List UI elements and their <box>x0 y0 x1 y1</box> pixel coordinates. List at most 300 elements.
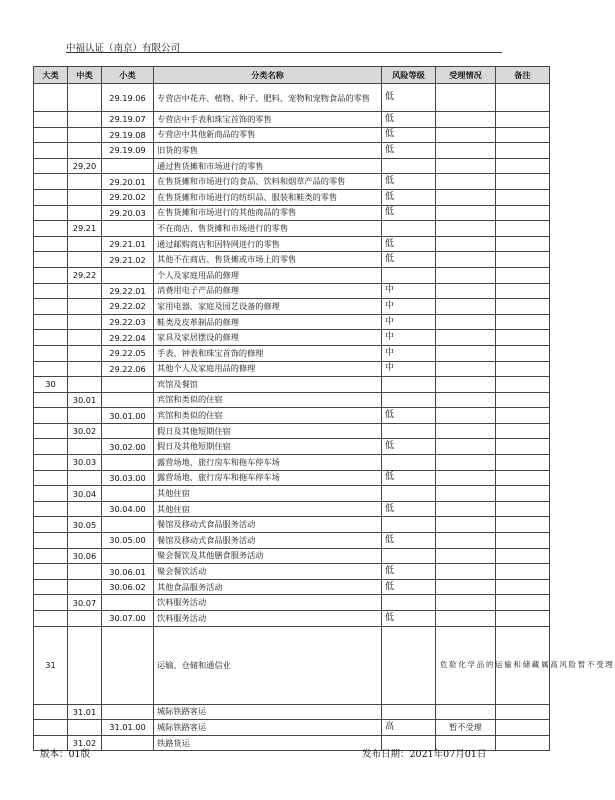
cell-name: 饮料服务活动 <box>154 611 382 627</box>
cell-minor: 30.06.01 <box>102 564 154 580</box>
cell-major <box>34 112 68 128</box>
cell-major <box>34 283 68 299</box>
cell-name: 露营场地、旅行房车和拖车停车场 <box>154 455 382 471</box>
cell-remarks <box>496 486 550 502</box>
cell-minor: 30.02.00 <box>102 439 154 455</box>
table-row <box>34 189 550 205</box>
cell-name: 消费用电子产品的修理 <box>154 283 382 299</box>
cell-acceptance <box>436 439 496 455</box>
cell-minor: 29.19.08 <box>102 127 154 143</box>
cell-remarks <box>496 236 550 252</box>
cell-mid <box>68 236 102 252</box>
cell-remarks <box>496 345 550 361</box>
header-major: 大类 <box>34 67 68 84</box>
cell-remarks <box>496 392 550 408</box>
cell-minor: 30.03.00 <box>102 470 154 486</box>
cell-acceptance <box>436 470 496 486</box>
cell-mid <box>68 143 102 159</box>
table-row <box>34 330 550 346</box>
cell-minor <box>102 267 154 283</box>
cell-name: 其他个人及家庭用品的修理 <box>154 361 382 377</box>
cell-minor: 29.22.05 <box>102 345 154 361</box>
cell-mid: 29.20 <box>68 158 102 174</box>
cell-remarks <box>496 143 550 159</box>
cell-major <box>34 501 68 517</box>
cell-remarks <box>496 455 550 471</box>
cell-risk: 中 <box>382 283 436 299</box>
cell-risk: 低 <box>382 236 436 252</box>
cell-mid <box>68 408 102 424</box>
header-rule <box>66 52 502 53</box>
cell-acceptance <box>436 299 496 315</box>
cell-risk <box>382 267 436 283</box>
cell-remarks <box>496 548 550 564</box>
cell-mid <box>68 112 102 128</box>
cell-acceptance <box>436 533 496 549</box>
cell-major <box>34 439 68 455</box>
cell-risk: 低 <box>382 174 436 190</box>
cell-minor: 29.20.02 <box>102 189 154 205</box>
cell-major <box>34 221 68 237</box>
table-row <box>34 720 550 736</box>
cell-minor: 29.21.02 <box>102 252 154 268</box>
table-row <box>34 283 550 299</box>
cell-mid <box>68 720 102 736</box>
cell-acceptance <box>436 486 496 502</box>
cell-risk <box>382 626 436 704</box>
cell-acceptance: 危险化学品的运输和储藏属高风险暂不受理 <box>436 626 496 704</box>
cell-risk: 低 <box>382 84 436 112</box>
cell-name: 宾馆及餐馆 <box>154 377 382 393</box>
cell-minor <box>102 377 154 393</box>
cell-major <box>34 470 68 486</box>
cell-major <box>34 299 68 315</box>
cell-name: 家用电器、家庭及园艺设备的修理 <box>154 299 382 315</box>
cell-major <box>34 205 68 221</box>
cell-major <box>34 174 68 190</box>
cell-remarks <box>496 439 550 455</box>
cell-mid <box>68 189 102 205</box>
cell-minor: 29.21.01 <box>102 236 154 252</box>
cell-mid <box>68 252 102 268</box>
cell-mid <box>68 611 102 627</box>
cell-remarks <box>496 408 550 424</box>
cell-name: 通过售货摊和市场进行的零售 <box>154 158 382 174</box>
table-row <box>34 501 550 517</box>
cell-acceptance <box>436 345 496 361</box>
cell-major <box>34 704 68 720</box>
cell-remarks <box>496 377 550 393</box>
cell-remarks <box>496 158 550 174</box>
cell-major <box>34 84 68 112</box>
table-row <box>34 205 550 221</box>
table-row <box>34 314 550 330</box>
cell-remarks <box>496 205 550 221</box>
cell-acceptance: 暂不受理 <box>436 720 496 736</box>
cell-mid <box>68 127 102 143</box>
table-row <box>34 439 550 455</box>
table-row <box>34 423 550 439</box>
cell-acceptance <box>436 611 496 627</box>
cell-major <box>34 533 68 549</box>
cell-mid: 30.01 <box>68 392 102 408</box>
cell-major <box>34 408 68 424</box>
cell-mid: 30.04 <box>68 486 102 502</box>
table-row <box>34 158 550 174</box>
table-row <box>34 517 550 533</box>
table-row <box>34 486 550 502</box>
table-row <box>34 174 550 190</box>
cell-risk: 中 <box>382 361 436 377</box>
cell-minor: 29.19.09 <box>102 143 154 159</box>
cell-mid: 31.01 <box>68 704 102 720</box>
cell-risk: 低 <box>382 501 436 517</box>
table-row <box>34 392 550 408</box>
table-row <box>34 221 550 237</box>
cell-major <box>34 158 68 174</box>
cell-acceptance <box>436 174 496 190</box>
cell-risk: 中 <box>382 345 436 361</box>
header-remarks: 备注 <box>496 67 550 84</box>
table-row <box>34 611 550 627</box>
cell-acceptance <box>436 221 496 237</box>
cell-minor: 29.19.07 <box>102 112 154 128</box>
table-row <box>34 408 550 424</box>
cell-name: 手表、钟表和珠宝首饰的修理 <box>154 345 382 361</box>
cell-acceptance <box>436 112 496 128</box>
cell-risk: 低 <box>382 579 436 595</box>
cell-acceptance <box>436 501 496 517</box>
cell-remarks <box>496 470 550 486</box>
publish-date: 发布日期：2021年07月01日 <box>362 749 487 760</box>
cell-mid <box>68 345 102 361</box>
cell-mid <box>68 361 102 377</box>
cell-remarks <box>496 735 550 751</box>
cell-name: 餐馆及移动式食品服务活动 <box>154 517 382 533</box>
cell-acceptance <box>436 236 496 252</box>
cell-major <box>34 455 68 471</box>
cell-acceptance <box>436 267 496 283</box>
cell-major <box>34 720 68 736</box>
table-header-row <box>34 67 550 84</box>
cell-risk <box>382 548 436 564</box>
cell-major <box>34 127 68 143</box>
table-row <box>34 704 550 720</box>
cell-minor: 29.19.06 <box>102 84 154 112</box>
cell-major <box>34 267 68 283</box>
cell-major <box>34 143 68 159</box>
cell-minor <box>102 735 154 751</box>
cell-name: 聚会餐饮活动 <box>154 564 382 580</box>
cell-remarks <box>496 533 550 549</box>
cell-name: 其他食品服务活动 <box>154 579 382 595</box>
cell-risk: 低 <box>382 564 436 580</box>
cell-name: 饮料服务活动 <box>154 595 382 611</box>
cell-risk: 低 <box>382 533 436 549</box>
cell-minor <box>102 158 154 174</box>
cell-risk: 高 <box>382 720 436 736</box>
cell-minor: 30.05.00 <box>102 533 154 549</box>
cell-name: 其他住宿 <box>154 486 382 502</box>
cell-remarks <box>496 423 550 439</box>
cell-name: 在售货摊和市场进行的纺织品、服装和鞋类的零售 <box>154 189 382 205</box>
cell-major <box>34 517 68 533</box>
cell-name: 不在商店、售货摊和市场进行的零售 <box>154 221 382 237</box>
cell-mid: 31.02 <box>68 735 102 751</box>
cell-major <box>34 189 68 205</box>
cell-remarks <box>496 299 550 315</box>
cell-minor <box>102 548 154 564</box>
cell-acceptance <box>436 704 496 720</box>
table-row <box>34 236 550 252</box>
cell-major <box>34 579 68 595</box>
cell-remarks <box>496 189 550 205</box>
cell-minor <box>102 392 154 408</box>
cell-name: 其他不在商店、售货摊或市场上的零售 <box>154 252 382 268</box>
cell-acceptance <box>436 361 496 377</box>
table-row <box>34 299 550 315</box>
cell-remarks <box>496 330 550 346</box>
cell-acceptance <box>436 314 496 330</box>
header-mid: 中类 <box>68 67 102 84</box>
cell-remarks <box>496 611 550 627</box>
cell-remarks <box>496 595 550 611</box>
cell-name: 专营店中其他新商品的零售 <box>154 127 382 143</box>
header-minor: 小类 <box>102 67 154 84</box>
version-label: 版本：01版 <box>40 749 91 760</box>
cell-major <box>34 252 68 268</box>
cell-remarks <box>496 579 550 595</box>
cell-risk: 中 <box>382 314 436 330</box>
cell-acceptance <box>436 84 496 112</box>
cell-remarks <box>496 84 550 112</box>
cell-acceptance <box>436 455 496 471</box>
cell-major <box>34 423 68 439</box>
table-row <box>34 267 550 283</box>
header-name: 分类名称 <box>154 67 382 84</box>
cell-mid: 29.22 <box>68 267 102 283</box>
cell-major <box>34 548 68 564</box>
cell-major <box>34 595 68 611</box>
cell-name: 专营店中花卉、植物、种子、肥料、宠物和宠物食品的零售 <box>154 84 382 112</box>
cell-name: 宾馆和类似的住宿 <box>154 408 382 424</box>
cell-risk: 中 <box>382 330 436 346</box>
cell-minor: 29.22.06 <box>102 361 154 377</box>
cell-acceptance <box>436 127 496 143</box>
cell-remarks <box>496 174 550 190</box>
cell-name: 在售货摊和市场进行的食品、饮料和烟草产品的零售 <box>154 174 382 190</box>
cell-risk <box>382 595 436 611</box>
cell-acceptance <box>436 595 496 611</box>
cell-risk <box>382 392 436 408</box>
cell-name: 在售货摊和市场进行的其他商品的零售 <box>154 205 382 221</box>
cell-minor: 30.07.00 <box>102 611 154 627</box>
header-acceptance: 受理情况 <box>436 67 496 84</box>
cell-remarks <box>496 314 550 330</box>
table-row <box>34 112 550 128</box>
cell-major <box>34 361 68 377</box>
company-header: 中福认证（南京）有限公司 <box>66 43 181 54</box>
cell-remarks <box>496 252 550 268</box>
cell-mid <box>68 626 102 704</box>
cell-mid <box>68 283 102 299</box>
cell-minor: 31.01.00 <box>102 720 154 736</box>
cell-acceptance <box>436 423 496 439</box>
table-row <box>34 143 550 159</box>
cell-name: 露营场地、旅行房车和拖车停车场 <box>154 470 382 486</box>
cell-minor <box>102 486 154 502</box>
cell-mid <box>68 205 102 221</box>
table-row <box>34 533 550 549</box>
cell-mid: 30.03 <box>68 455 102 471</box>
cell-minor: 30.01.00 <box>102 408 154 424</box>
cell-remarks <box>496 267 550 283</box>
cell-name: 宾馆和类似的住宿 <box>154 392 382 408</box>
table-row <box>34 455 550 471</box>
cell-mid <box>68 470 102 486</box>
cell-major <box>34 345 68 361</box>
table-row <box>34 470 550 486</box>
cell-risk <box>382 704 436 720</box>
cell-minor <box>102 221 154 237</box>
cell-name: 假日及其他短期住宿 <box>154 439 382 455</box>
cell-mid <box>68 299 102 315</box>
cell-mid: 30.02 <box>68 423 102 439</box>
table-row <box>34 127 550 143</box>
cell-minor <box>102 704 154 720</box>
cell-minor: 29.22.04 <box>102 330 154 346</box>
cell-risk: 低 <box>382 205 436 221</box>
table-row <box>34 377 550 393</box>
cell-mid <box>68 84 102 112</box>
cell-acceptance <box>436 189 496 205</box>
cell-risk <box>382 486 436 502</box>
table-row <box>34 595 550 611</box>
cell-mid <box>68 330 102 346</box>
cell-remarks <box>496 127 550 143</box>
cell-minor <box>102 455 154 471</box>
cell-minor: 29.22.02 <box>102 299 154 315</box>
table-row <box>34 84 550 112</box>
cell-name: 城际铁路客运 <box>154 720 382 736</box>
cell-name: 鞋类及皮革制品的修理 <box>154 314 382 330</box>
cell-risk <box>382 423 436 439</box>
cell-risk: 低 <box>382 189 436 205</box>
cell-remarks <box>496 517 550 533</box>
table-row <box>34 564 550 580</box>
cell-acceptance <box>436 205 496 221</box>
cell-remarks <box>496 283 550 299</box>
cell-minor <box>102 626 154 704</box>
cell-name: 专营店中手表和珠宝首饰的零售 <box>154 112 382 128</box>
cell-remarks <box>496 112 550 128</box>
cell-name: 运输、仓储和通信业 <box>154 626 382 704</box>
table-row <box>34 579 550 595</box>
cell-risk: 低 <box>382 611 436 627</box>
cell-risk: 中 <box>382 299 436 315</box>
cell-mid: 30.06 <box>68 548 102 564</box>
cell-acceptance <box>436 377 496 393</box>
header-risk: 风险等级 <box>382 67 436 84</box>
cell-risk <box>382 221 436 237</box>
cell-name: 聚会餐饮及其他膳食服务活动 <box>154 548 382 564</box>
cell-mid <box>68 174 102 190</box>
cell-risk <box>382 158 436 174</box>
cell-acceptance <box>436 330 496 346</box>
cell-remarks <box>496 221 550 237</box>
cell-remarks <box>496 704 550 720</box>
cell-risk <box>382 455 436 471</box>
cell-remarks <box>496 501 550 517</box>
cell-name: 餐馆及移动式食品服务活动 <box>154 533 382 549</box>
cell-mid: 30.07 <box>68 595 102 611</box>
cell-major: 30 <box>34 377 68 393</box>
cell-risk: 低 <box>382 470 436 486</box>
cell-major <box>34 236 68 252</box>
cell-minor: 29.22.03 <box>102 314 154 330</box>
cell-acceptance <box>436 564 496 580</box>
cell-name: 假日及其他短期住宿 <box>154 423 382 439</box>
cell-mid: 29.21 <box>68 221 102 237</box>
cell-mid <box>68 579 102 595</box>
cell-minor: 29.22.01 <box>102 283 154 299</box>
cell-minor: 29.20.01 <box>102 174 154 190</box>
cell-major <box>34 564 68 580</box>
cell-minor: 30.06.02 <box>102 579 154 595</box>
cell-minor <box>102 423 154 439</box>
cell-major <box>34 486 68 502</box>
cell-major: 31 <box>34 626 68 704</box>
cell-mid <box>68 564 102 580</box>
cell-minor: 29.20.03 <box>102 205 154 221</box>
cell-name: 旧货的零售 <box>154 143 382 159</box>
cell-acceptance <box>436 408 496 424</box>
cell-remarks <box>496 564 550 580</box>
cell-acceptance <box>436 283 496 299</box>
cell-major <box>34 392 68 408</box>
cell-risk: 低 <box>382 252 436 268</box>
cell-risk: 低 <box>382 143 436 159</box>
cell-name: 铁路货运 <box>154 735 382 751</box>
cell-major <box>34 330 68 346</box>
cell-risk <box>382 377 436 393</box>
cell-name: 通过邮购商店和因特网进行的零售 <box>154 236 382 252</box>
cell-name: 其他住宿 <box>154 501 382 517</box>
cell-remarks <box>496 720 550 736</box>
table-row <box>34 252 550 268</box>
cell-mid <box>68 501 102 517</box>
classification-table <box>33 66 615 751</box>
table-row <box>34 361 550 377</box>
cell-acceptance <box>436 143 496 159</box>
cell-risk: 低 <box>382 127 436 143</box>
cell-acceptance <box>436 158 496 174</box>
table-row <box>34 345 550 361</box>
cell-name: 城际铁路客运 <box>154 704 382 720</box>
cell-remarks <box>496 361 550 377</box>
cell-acceptance <box>436 548 496 564</box>
cell-mid <box>68 314 102 330</box>
cell-risk: 低 <box>382 439 436 455</box>
cell-mid <box>68 533 102 549</box>
cell-minor <box>102 595 154 611</box>
cell-minor <box>102 517 154 533</box>
cell-name: 个人及家庭用品的修理 <box>154 267 382 283</box>
cell-mid <box>68 439 102 455</box>
cell-mid <box>68 377 102 393</box>
table-row <box>34 626 550 704</box>
cell-acceptance <box>436 252 496 268</box>
